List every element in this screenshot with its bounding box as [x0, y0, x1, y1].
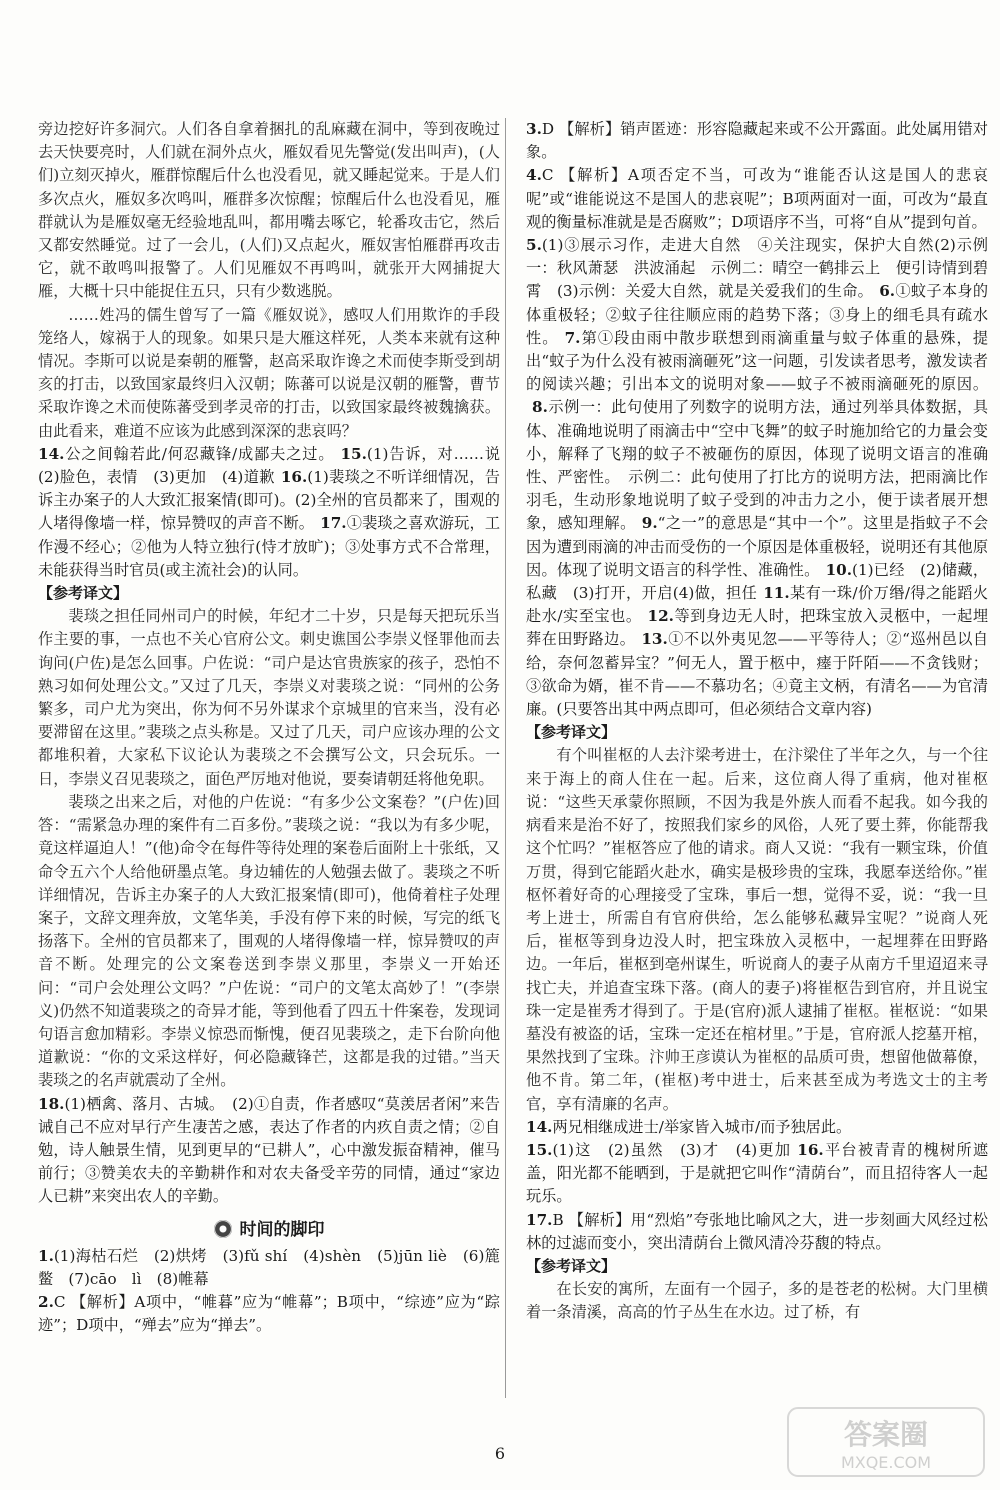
paragraph-text: 有个叫崔枢的人去汴梁考进士，在汴梁住了半年之久，与一个往来于海上的商人住在一起。后来，这位商人得了重病，他对崔枢说：“这些天承蒙你照顾，不因为我是外族人而看不起我。如今我的病看来是治不好了，按照我们家乡的风俗，人死了要土葬，你能帮我这个忙吗？”崔枢答应了他的请求。商人又说：“我有一颗宝珠，价值万贯，得到它能蹈火赴水，确实是极珍贵的宝珠，我愿奉送给你。”崔枢怀着好奇的心理接受了宝珠，事后一想，觉得不妥，说：“我一旦考上进士，所需自有官府供给，怎么能够私藏异宝呢？”说商人死后，崔枢等到身边没人时，把宝珠放入灵柩中，一起埋葬在田野路边。一年后，崔枢到亳州谋生，听说商人的妻子从南方千里迢迢来寻找亡夫，并追查宝珠下落。(商人的妻子)将崔枢告到官府，并且说宝珠一定是崔秀才得到了。于是(官府)派人逮捕了崔枢。崔枢说：“如果墓没有被盗的话，宝珠一定还在棺材里。”于是，官府派人挖墓开棺，果然找到了宝珠。汴帅王彦谟认为崔枢的品质可贵，想留他做幕僚，他不肯。第二年，(崔枢)考中进士，后来甚至成为考选文士的主考官，享有清廉的名声。: [526, 746, 988, 1113]
answer-text: B 【解析】用“烈焰”夸张地比喻风之大，进一步刻画大风经过松林的过滤而变小，突出清荫台上微风清冷芬馥的特点。: [526, 1210, 988, 1252]
left-column: [38, 118, 516, 1337]
question-number: 15.: [340, 444, 367, 463]
translation-paragraph: [38, 605, 500, 791]
watermark-title: 答案圈: [843, 1418, 929, 1451]
question-number: 14.: [38, 444, 65, 463]
answer-paragraph: [526, 164, 988, 234]
answer-paragraph: [526, 234, 988, 721]
page-number: 6: [494, 1444, 506, 1463]
answer-text: D 【解析】销声匿迹：形容隐藏起来或不公开露面。此处属用错对象。: [526, 120, 988, 162]
answer-paragraph: [38, 1291, 500, 1337]
question-number: 7.: [564, 328, 581, 347]
translation-paragraph: [38, 118, 500, 304]
translation-paragraph: [526, 1278, 988, 1324]
answer-text: “之一”的意思是“其中一个”。这里是指蚊子不会因为遭到雨滴的冲击而受伤的一个原因是体重极轻，说明还有其他原因。体现了说明文语言的科学性、准确性。: [526, 514, 989, 579]
answer-paragraph: [38, 443, 516, 582]
column-divider: [505, 118, 506, 1398]
question-number: 17.: [526, 1210, 553, 1229]
paragraph-text: ……姓冯的儒生曾写了一篇《雁奴说》，感叹人们用欺诈的手段笼络人，嫁祸于人的现象。如果只是大雁这样死，人类本来就有这种情况。李斯可以说是秦朝的雁警，赵高采取诈谗之术而使李斯受到胡亥的打击，以致国家最终归入汉朝；陈蕃可以说是汉朝的雁警，曹节采取诈谗之术而使陈蕃受到孝灵帝的打击，以致国家最终被魏擒获。由此看来，难道不应该为此感到深深的悲哀吗？: [38, 305, 500, 440]
answer-text: ①裴琰之喜欢游玩，工作漫不经心；②他为人特立独行(恃才放旷)；③处事方式不合常理，未能获得当时官员(或主流社会)的认同。: [38, 514, 501, 579]
question-number: 14.: [526, 1117, 553, 1136]
question-number: 12.: [647, 607, 674, 626]
answer-paragraph: [526, 1116, 988, 1139]
right-column: [526, 118, 988, 1325]
translation-paragraph: [526, 744, 988, 1115]
answer-text: 两兄相继成进士/举家皆入城市/而予独居此。: [552, 1117, 852, 1136]
translation-paragraph: [38, 304, 500, 443]
paragraph-text: 裴琰之担任同州司户的时候，年纪才二十岁，只是每天把玩乐当作主要的事，一点也不关心官府公文。刺史谯国公李崇义怪罪他而去询问(户佐)是怎么回事。户佐说：“司户是达官贵族家的孩子，恐怕不熟习如何处理公文。”又过了几天，李崇义对裴琰之说：“同州的公务繁多，司户尤为突出，你为何不另外谋求个京城里的官来当，没有必要滞留在这里。”裴琰之点头称是。又过了几天，司户应该办理的公文都堆积着，大家私下议论认为裴琰之不会撰写公文，只会玩乐。一日，李崇义召见裴琰之，面色严厉地对他说，要奏请朝廷将他免职。: [38, 607, 500, 788]
answer-text: (1)这 (2)虽然 (3)才 (4)更加: [552, 1140, 792, 1159]
answer-text: (1)海枯石烂 (2)烘烤 (3)fǔ shí (4)shèn (5)jūn liè (6)簏 鳖 (7)cāo lì (8)帷幕: [38, 1246, 516, 1288]
answer-paragraph: [526, 1209, 988, 1255]
reference-translation-heading: 【参考译文】: [38, 584, 129, 603]
answer-text: 第①段由雨中散步联想到雨滴重量与蚊子体重的悬殊，提出“蚊子为什么没有被雨滴砸死”这一问题，引发读者思考，激发读者的阅读兴趣；引出本文的说明对象——蚊子不被雨滴砸死的原因。: [526, 328, 989, 394]
question-number: 9.: [641, 514, 658, 533]
question-number: 8.: [532, 398, 548, 417]
answer-paragraph: [526, 1139, 988, 1209]
answer-text: C 【解析】A项中，“帷暮”应为“帷幕”；B项中，“综迹”应为“踪迹”；D项中，“殚去”应为“掸去”。: [38, 1292, 500, 1335]
answer-text: 平台被青青的槐树所遮盖，阳光都不能晒到，于是就把它叫作“清荫台”，而且招待客人一起玩乐。: [526, 1140, 989, 1206]
answer-text: 示例一：此句使用了列数字的说明方法，通过列举具体数据，具体、准确地说明了雨滴击中“空中飞舞”的蚊子时施加给它的力量会变小，解释了飞翔的蚊子不被砸伤的原因，体现了说明文语言的准确性、严密性。 示例二：此句使用了打比方的说明方法，把雨滴比作羽毛，生动形象地说明了蚊子受到的冲击力之小，便于读者展开想象，感知理解。: [526, 398, 988, 533]
answer-text: ①不以外夷见忽——平等待人；②“巡州邑以自给，奈何忽蓄异宝？”何无人，置于柩中，瘗于阡陌——不贪钱财；③欲命为婿，崔不肯——不慕功名；④竟主文柄，有清名——为官清廉。(只要答出其中两点即可，但必须结合文章内容): [526, 630, 989, 719]
question-number: 11.: [763, 584, 790, 603]
answer-text: (1)裴琰之不听详细情况，告诉主办案子的人大致汇报案情(即可)。(2)全州的官员都来了，围观的人堵得像墙一样，惊异赞叹的声音不断。: [38, 468, 500, 533]
question-number: 16.: [280, 468, 308, 487]
question-number: 2.: [38, 1292, 54, 1311]
question-number: 17.: [320, 514, 347, 533]
answer-text: (1)③展示习作，走进大自然 ④关注现实，保护大自然(2)示例一：秋风萧瑟 洪波涌起 示例二：晴空一鹤排云上 便引诗情到碧霄 (3)示例：关爱大自然，就是关爱我们的生命。: [526, 236, 988, 301]
reference-translation-heading: 【参考译文】: [526, 723, 617, 742]
section-title-text: 时间的脚印: [239, 1219, 325, 1240]
flower-icon: [214, 1220, 232, 1238]
question-number: 6.: [879, 282, 896, 301]
answer-paragraph: [38, 1245, 516, 1291]
question-number: 1.: [38, 1246, 54, 1265]
answer-text: (1)已经 (2)储藏，私藏 (3)打开，开启(4)做，担任: [526, 560, 989, 603]
question-number: 16.: [797, 1140, 824, 1159]
reference-translation-heading: 【参考译文】: [526, 1256, 617, 1275]
question-number: 10.: [825, 560, 853, 579]
answer-text: 等到身边无人时，把珠宝放入灵柩中，一起埋葬在田野路边。: [526, 607, 989, 649]
answer-text: (1)栖禽、落月、古城。 (2)①自责，作者感叹“莫羡居者闲”来告诫自己不应对早行产生凄苦之感，表达了作者的内疚自责之情；②自勉，诗人触景生情，见到更早的“已耕人”，心中激发振奋精神，催马前行；③赞美农夫的辛勤耕作和对农夫备受辛劳的同情，通过“家边人已耕”来突出农人的辛勤。: [38, 1094, 500, 1206]
answer-text: 某有一珠/价万缗/得之能蹈火赴水/实至宝也。: [526, 584, 989, 626]
watermark-logo: [786, 1406, 986, 1478]
answer-paragraph: [526, 118, 988, 164]
watermark-url: MXQE.COM: [840, 1453, 932, 1472]
question-number: 5.: [526, 236, 542, 255]
paragraph-text: 旁边挖好许多洞穴。人们各自拿着捆扎的乱麻藏在洞中，等到夜晚过去天快要亮时，人们就在洞外点火，雁奴看见先警觉(发出叫声)，(人们)立刻灭掉火，雁群惊醒后什么也没看见，就又睡起觉来。于是人们多次点火，雁奴多次鸣叫，雁群多次惊醒；惊醒后什么也没看见，雁群就认为是雁奴毫无经验地乱叫，都用嘴去啄它，轮番攻击它，然后又都安然睡觉。过了一会儿，(人们)又点起火，雁奴害怕雁群再攻击它，就不敢鸣叫报警了。人们见雁奴不再鸣叫，就张开大网捕捉大雁，大概十只中能捉住五只，只有少数逃脱。: [38, 120, 500, 301]
answer-paragraph: [38, 1093, 500, 1209]
section-title: [38, 1217, 500, 1243]
answer-text: 公之间翰若此/何忍藏锋/成鄙夫之过。: [64, 444, 335, 463]
paragraph-text: 裴琰之出来之后，对他的户佐说：“有多少公文案卷？”(户佐)回答：“需紧急办理的案件有二百多份。”裴琰之说：“我以为有多少呢，竟这样逼迫人！”(他)命令在每件等待处理的案卷后面附上十张纸，又命令五六个人给他研墨点笔。身边辅佐的人勉强去做了。裴琰之不听详细情况，告诉主办案子的人大致汇报案情(即可)，他倚着柱子处理案子，文辞文理奔放，文笔华美，手没有停下来的时候，写完的纸飞扬落下。全州的官员都来了，围观的人堵得像墙一样，惊异赞叹的声音不断。处理完的公文案卷送到李崇义那里，李崇义一开始还问：“司户会处理公文吗？”户佐说：“司户的文笔太高妙了！”(李崇义)仍然不知道裴琰之的奇异才能，等到他看了四五十件案卷，发现词句语言愈加精彩。李崇义惊恐而惭愧，便召见裴琰之，走下台阶向他道歉说：“你的文采这样好，何必隐藏锋芒，这都是我的过错。”当天裴琰之的名声就震动了全州。: [38, 792, 500, 1090]
paragraph-text: 在长安的寓所，左面有一个园子，多的是苍老的松树。大门里横着一条清溪，高高的竹子丛生在水边。过了桥，有: [526, 1280, 988, 1322]
question-number: 3.: [526, 120, 542, 138]
question-number: 18.: [38, 1094, 65, 1113]
translation-paragraph: [38, 791, 500, 1093]
question-number: 13.: [641, 630, 668, 649]
answer-text: (1)告诉，对……说 (2)脸色，表情 (3)更加 (4)道歉: [38, 444, 516, 487]
answer-text: ①蚊子本身的体重极轻；②蚊子往往顺应雨的趋势下落；③身上的细毛具有疏水性。: [526, 282, 989, 347]
question-number: 15.: [526, 1140, 553, 1159]
question-number: 4.: [526, 166, 542, 185]
answer-text: C 【解析】A项否定不当，可改为“谁能否认这是国人的悲哀呢”或“谁能说这不是国人的悲哀呢”；B项两面对一面，可改为“最直观的衡量标准就是是否腐败”；D项语序不当，可将“自从”提到句首。: [526, 166, 988, 231]
